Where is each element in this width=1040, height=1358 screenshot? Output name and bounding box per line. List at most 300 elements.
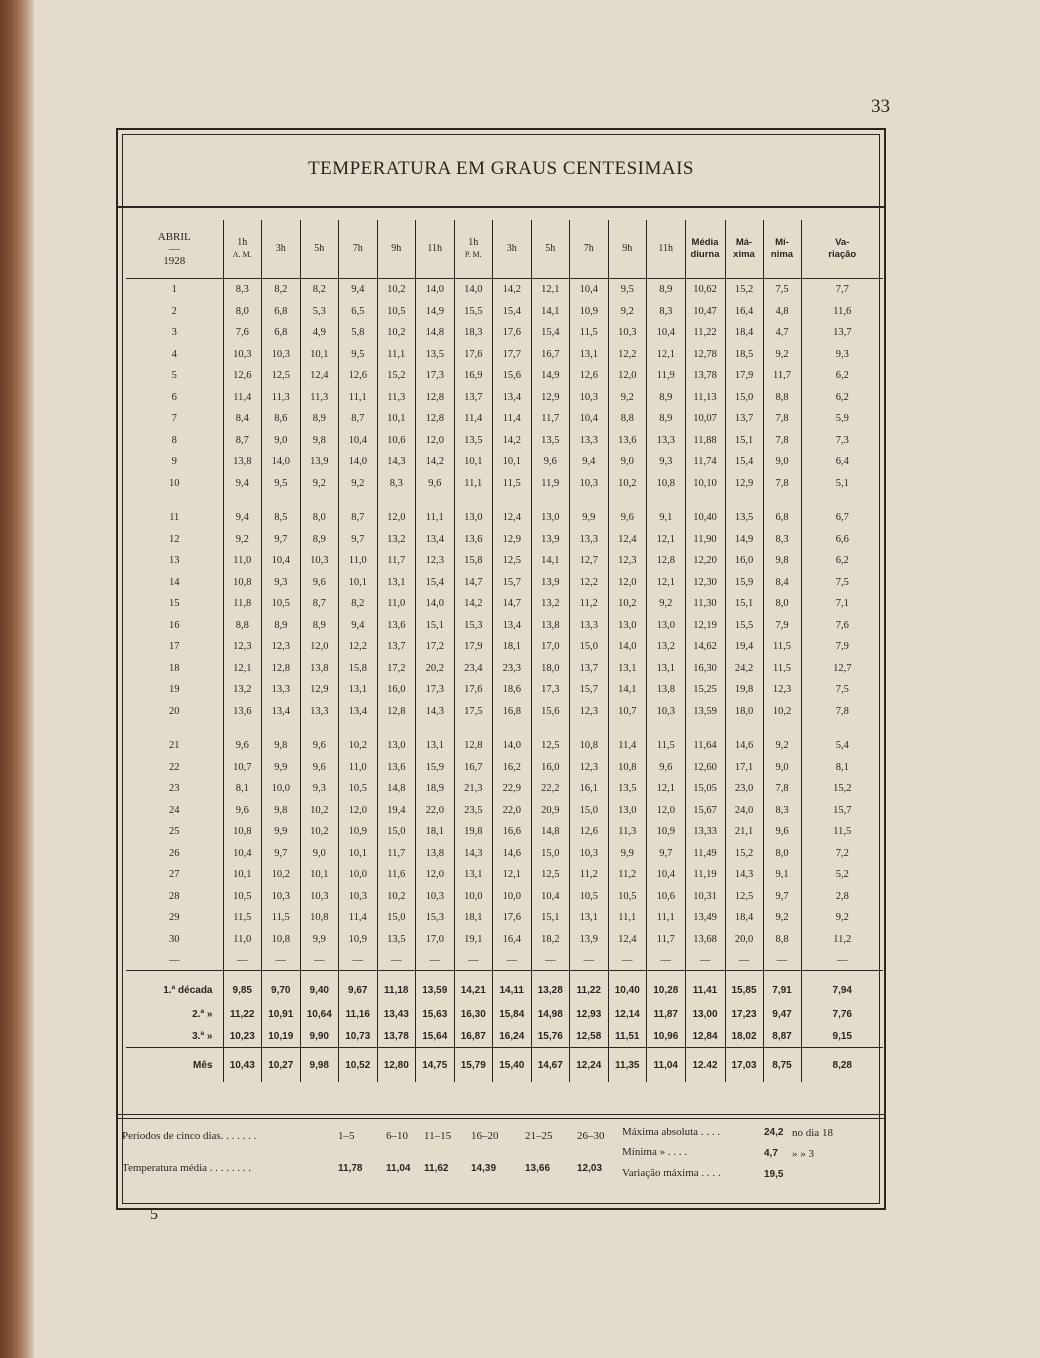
table-cell: 10,2 xyxy=(339,735,378,757)
table-cell: 8 xyxy=(171,434,177,446)
table-cell: 15,1 xyxy=(725,430,763,452)
table-cell: 17,6 xyxy=(493,907,532,929)
table-cell: 12,0 xyxy=(300,636,339,658)
table-cell: 14,21 xyxy=(454,971,493,1004)
day-row xyxy=(126,778,883,800)
table-cell: 11,0 xyxy=(377,593,416,615)
table-cell: 23 xyxy=(169,783,180,795)
table-cell: 11,51 xyxy=(608,1025,647,1048)
table-cell: 17,6 xyxy=(454,344,493,366)
table-cell: 18,1 xyxy=(454,907,493,929)
table-cell: 12,6 xyxy=(339,365,378,387)
table-cell: 8,2 xyxy=(339,593,378,615)
table-cell: 5,1 xyxy=(801,473,883,495)
table-cell: 5,2 xyxy=(801,864,883,886)
table-cell: 21,3 xyxy=(454,778,493,800)
table-cell: 7,9 xyxy=(763,615,801,637)
table-cell: 19,4 xyxy=(377,800,416,822)
table-cell: 22,0 xyxy=(416,800,455,822)
table-cell: 8,9 xyxy=(647,279,686,301)
table-cell: 15,2 xyxy=(377,365,416,387)
table-cell: 10,4 xyxy=(647,864,686,886)
table-cell: 11,3 xyxy=(377,387,416,409)
spacer-row xyxy=(126,494,883,507)
table-cell: 13,78 xyxy=(377,1025,416,1048)
day-row xyxy=(126,679,883,701)
column-header-text: Mí- xyxy=(775,237,789,248)
table-cell: 13,49 xyxy=(685,907,725,929)
table-cell: 10,2 xyxy=(608,593,647,615)
table-cell: 10,1 xyxy=(339,843,378,865)
table-cell: 10,9 xyxy=(339,821,378,843)
table-cell: 12,9 xyxy=(531,387,570,409)
temperature-mean-label: Temperatura média . . . . . . . . xyxy=(122,1162,252,1174)
table-cell: 12,1 xyxy=(493,864,532,886)
table-cell: 9,2 xyxy=(608,387,647,409)
table-cell: 7 xyxy=(171,413,177,425)
table-cell: 11,7 xyxy=(377,550,416,572)
day-row xyxy=(126,365,883,387)
table-cell: 10,8 xyxy=(223,821,262,843)
table-cell: 10,3 xyxy=(262,886,301,908)
table-cell: 9,98 xyxy=(300,1048,339,1083)
table-cell: 15,5 xyxy=(454,301,493,323)
table-cell: 18,1 xyxy=(493,636,532,658)
table-cell: 9,85 xyxy=(223,971,262,1004)
table-cell: 10,7 xyxy=(608,701,647,723)
decade-row xyxy=(126,1025,883,1048)
table-cell: 9,0 xyxy=(608,451,647,473)
table-cell: 29 xyxy=(169,912,180,924)
table-cell: 1.ª década xyxy=(126,971,223,1004)
table-cell: 12,3 xyxy=(262,636,301,658)
column-header-text: 11h xyxy=(427,243,443,254)
table-cell: 13,6 xyxy=(223,701,262,723)
table-cell: 12,8 xyxy=(647,550,686,572)
table-cell: 8,8 xyxy=(763,929,801,951)
table-cell: 10,2 xyxy=(262,864,301,886)
table-cell: 10,62 xyxy=(685,279,725,301)
table-cell: 9,8 xyxy=(262,800,301,822)
table-cell: 17,1 xyxy=(725,757,763,779)
period-mean-temperature: 14,39 xyxy=(471,1163,497,1174)
table-cell: 13,1 xyxy=(454,864,493,886)
table-cell: 13,2 xyxy=(223,679,262,701)
table-cell: 24,0 xyxy=(725,800,763,822)
table-cell: 6,4 xyxy=(801,451,883,473)
table-cell: 14,9 xyxy=(531,365,570,387)
dash-cell: — xyxy=(608,950,647,971)
table-cell: 10,6 xyxy=(377,430,416,452)
table-cell: 13,3 xyxy=(262,679,301,701)
table-cell: 18,02 xyxy=(725,1025,763,1048)
day-row xyxy=(126,572,883,594)
table-cell: 30 xyxy=(169,933,180,945)
table-cell: 13,68 xyxy=(685,929,725,951)
table-cell: 10,2 xyxy=(300,821,339,843)
table-cell: 15,8 xyxy=(454,550,493,572)
table-cell: 7,8 xyxy=(801,701,883,723)
table-cell: 14,0 xyxy=(608,636,647,658)
table-cell: 10,3 xyxy=(570,843,609,865)
table-cell: 9,7 xyxy=(763,886,801,908)
table-cell: 10,4 xyxy=(531,886,570,908)
table-cell: 15,7 xyxy=(493,572,532,594)
day-row xyxy=(126,636,883,658)
table-cell: 12,8 xyxy=(416,408,455,430)
table-cell: 10,2 xyxy=(300,800,339,822)
day-row xyxy=(126,907,883,929)
table-cell: 16,1 xyxy=(570,778,609,800)
column-header-text: 9h xyxy=(391,243,402,254)
table-cell: 11,9 xyxy=(647,365,686,387)
table-cell: 10,3 xyxy=(223,344,262,366)
table-cell: 6,5 xyxy=(339,301,378,323)
table-cell: 12,1 xyxy=(647,572,686,594)
table-cell: 13,1 xyxy=(608,658,647,680)
column-header xyxy=(454,220,493,279)
table-cell: 13,8 xyxy=(647,679,686,701)
table-cell: 12,3 xyxy=(223,636,262,658)
table-cell: 15,1 xyxy=(531,907,570,929)
table-cell: 8,8 xyxy=(608,408,647,430)
table-cell: 15,0 xyxy=(377,907,416,929)
summary-footer xyxy=(122,1126,882,1206)
min-absolute-label: Mínima » . . . . xyxy=(622,1146,688,1158)
table-cell: 10,4 xyxy=(339,430,378,452)
table-cell: 15,6 xyxy=(531,701,570,723)
table-cell: 20,2 xyxy=(416,658,455,680)
table-cell: 11,35 xyxy=(608,1048,647,1083)
column-header-text: diurna xyxy=(690,249,720,260)
table-cell: 8,3 xyxy=(223,279,262,301)
table-cell: 11,30 xyxy=(685,593,725,615)
table-cell: 11,04 xyxy=(647,1048,686,1083)
table-cell: 9,8 xyxy=(763,550,801,572)
column-header-text: A. M. xyxy=(232,250,252,259)
spacer-row xyxy=(126,722,883,735)
column-header-text: 5h xyxy=(314,243,325,254)
table-cell: 9,3 xyxy=(300,778,339,800)
table-cell: 8,4 xyxy=(223,408,262,430)
table-cell: 11,1 xyxy=(416,507,455,529)
max-variation-label: Variação máxima . . . . xyxy=(622,1167,721,1179)
table-cell: 13,7 xyxy=(377,636,416,658)
table-cell: 28 xyxy=(169,890,180,902)
dash-cell: — xyxy=(493,950,532,971)
day-row xyxy=(126,929,883,951)
table-cell: 16,8 xyxy=(493,701,532,723)
table-cell: 8,9 xyxy=(300,529,339,551)
table-cell: 10,96 xyxy=(647,1025,686,1048)
table-cell: 10,4 xyxy=(570,279,609,301)
table-cell: 8,87 xyxy=(763,1025,801,1048)
table-cell: 13,1 xyxy=(570,907,609,929)
table-cell: 11,13 xyxy=(685,387,725,409)
table-cell: 13,00 xyxy=(685,1003,725,1025)
table-cell: 14,0 xyxy=(339,451,378,473)
period-mean-temperature: 13,66 xyxy=(525,1163,551,1174)
table-cell: 12,80 xyxy=(377,1048,416,1083)
table-cell: 12,3 xyxy=(763,679,801,701)
table-cell: 10,73 xyxy=(339,1025,378,1048)
table-cell: 13,0 xyxy=(608,800,647,822)
table-cell: 12,3 xyxy=(570,757,609,779)
table-cell: 9,9 xyxy=(262,757,301,779)
table-cell: 7,6 xyxy=(801,615,883,637)
table-cell: 17,2 xyxy=(377,658,416,680)
table-cell: 8,9 xyxy=(647,408,686,430)
table-cell: 9,0 xyxy=(262,430,301,452)
table-cell: 13,3 xyxy=(570,430,609,452)
dash-cell: — xyxy=(169,954,180,966)
dash-cell: — xyxy=(763,950,801,971)
table-cell: 8,3 xyxy=(763,529,801,551)
table-cell: 17,3 xyxy=(531,679,570,701)
table-cell: 13,1 xyxy=(416,735,455,757)
table-cell: 14,6 xyxy=(493,843,532,865)
table-cell: 15,4 xyxy=(725,451,763,473)
table-cell: 13,0 xyxy=(377,735,416,757)
table-cell: 17,9 xyxy=(725,365,763,387)
table-cell: 10,1 xyxy=(454,451,493,473)
table-cell: 11,22 xyxy=(570,971,609,1004)
column-header xyxy=(801,220,883,279)
table-cell: 8,3 xyxy=(647,301,686,323)
table-cell: 13,2 xyxy=(647,636,686,658)
decade-row xyxy=(126,971,883,1004)
table-cell: 10,9 xyxy=(647,821,686,843)
table-cell: 16,0 xyxy=(377,679,416,701)
table-cell: 13,78 xyxy=(685,365,725,387)
table-cell: 15,1 xyxy=(725,593,763,615)
table-cell: 12,4 xyxy=(300,365,339,387)
table-cell: 18,3 xyxy=(454,322,493,344)
table-cell: 12,0 xyxy=(608,572,647,594)
table-cell: 18 xyxy=(169,662,180,674)
table-cell: 13,6 xyxy=(377,615,416,637)
table-cell: 8,5 xyxy=(262,507,301,529)
table-cell: 13,0 xyxy=(454,507,493,529)
table-cell: 8,8 xyxy=(763,387,801,409)
table-cell: 11,5 xyxy=(262,907,301,929)
table-cell: 13,6 xyxy=(454,529,493,551)
table-cell: 8,7 xyxy=(339,507,378,529)
table-cell: 10,10 xyxy=(685,473,725,495)
table-cell: 23,0 xyxy=(725,778,763,800)
table-cell: 10,3 xyxy=(300,886,339,908)
table-cell: 13,33 xyxy=(685,821,725,843)
table-cell: 9,2 xyxy=(763,735,801,757)
table-cell: 21 xyxy=(169,740,180,752)
table-cell: 7,2 xyxy=(801,843,883,865)
day-row xyxy=(126,322,883,344)
table-cell: 11,49 xyxy=(685,843,725,865)
table-cell: 9,6 xyxy=(300,757,339,779)
table-cell: 9,3 xyxy=(801,344,883,366)
table-cell: 14,8 xyxy=(377,778,416,800)
day-row xyxy=(126,864,883,886)
table-cell: 2 xyxy=(171,305,177,317)
dash-cell: — xyxy=(531,950,570,971)
table-cell: 17,0 xyxy=(416,929,455,951)
table-cell: 13,7 xyxy=(725,408,763,430)
table-cell: 16 xyxy=(169,619,180,631)
column-header-text: riação xyxy=(828,249,857,260)
day-row xyxy=(126,701,883,723)
table-cell: 3.ª » xyxy=(192,1030,213,1042)
day-row xyxy=(126,473,883,495)
table-cell: 9,2 xyxy=(763,907,801,929)
table-cell: 12,8 xyxy=(454,735,493,757)
table-cell: 14,2 xyxy=(454,593,493,615)
table-cell: 18,1 xyxy=(416,821,455,843)
table-cell: 19,1 xyxy=(454,929,493,951)
column-header-text: ABRIL xyxy=(157,231,191,243)
max-absolute-day: no dia 18 xyxy=(792,1127,833,1139)
table-cell: 5,8 xyxy=(339,322,378,344)
dash-cell: — xyxy=(801,950,883,971)
column-header-text: 9h xyxy=(622,243,633,254)
table-cell: 9,7 xyxy=(339,529,378,551)
table-cell: 11,5 xyxy=(493,473,532,495)
table-cell: 9,4 xyxy=(339,615,378,637)
table-cell: 9,4 xyxy=(339,279,378,301)
table-cell: 13,8 xyxy=(300,658,339,680)
table-cell: 9,0 xyxy=(763,451,801,473)
table-cell: 19,4 xyxy=(725,636,763,658)
table-cell: 9,0 xyxy=(300,843,339,865)
period-range: 26–30 xyxy=(577,1130,605,1142)
table-cell: 9,7 xyxy=(647,843,686,865)
table-cell: 7,7 xyxy=(801,279,883,301)
table-cell: 13,2 xyxy=(377,529,416,551)
table-cell: 8,7 xyxy=(339,408,378,430)
table-cell: 12,93 xyxy=(570,1003,609,1025)
table-cell: 14,0 xyxy=(416,593,455,615)
table-cell: 12,0 xyxy=(647,800,686,822)
table-cell: 15,79 xyxy=(454,1048,493,1083)
table-cell: 8,0 xyxy=(300,507,339,529)
table-cell: 9,5 xyxy=(262,473,301,495)
table-cell: 13,5 xyxy=(416,344,455,366)
table-cell: 12,6 xyxy=(223,365,262,387)
table-cell: 10,4 xyxy=(223,843,262,865)
table-cell: 16,87 xyxy=(454,1025,493,1048)
periods-label: Períodos de cinco dias. . . . . . . xyxy=(122,1130,257,1142)
table-cell: 14,8 xyxy=(416,322,455,344)
table-cell: 18,4 xyxy=(725,907,763,929)
table-cell: 15,84 xyxy=(493,1003,532,1025)
table-cell: 11,87 xyxy=(647,1003,686,1025)
table-cell: 9,9 xyxy=(300,929,339,951)
table-cell: 14,0 xyxy=(493,735,532,757)
table-cell: 12,7 xyxy=(570,550,609,572)
table-cell: 11,7 xyxy=(763,365,801,387)
table-cell: 22,2 xyxy=(531,778,570,800)
table-cell: 15,64 xyxy=(416,1025,455,1048)
table-cell: 13,9 xyxy=(531,529,570,551)
day-row xyxy=(126,279,883,301)
period-mean-temperature: 11,78 xyxy=(338,1163,363,1174)
table-cell: 12,0 xyxy=(416,430,455,452)
table-cell: 15,6 xyxy=(493,365,532,387)
table-cell: 10,9 xyxy=(570,301,609,323)
table-cell: 11,18 xyxy=(377,971,416,1004)
table-cell: 11,19 xyxy=(685,864,725,886)
table-cell: 7,6 xyxy=(223,322,262,344)
table-cell: 8,9 xyxy=(262,615,301,637)
table-cell: 15,63 xyxy=(416,1003,455,1025)
dash-cell: — xyxy=(416,950,455,971)
table-cell: 9,67 xyxy=(339,971,378,1004)
table-cell: 15,9 xyxy=(725,572,763,594)
table-cell: 11,4 xyxy=(454,408,493,430)
period-range: 16–20 xyxy=(471,1130,499,1142)
dash-cell: — xyxy=(300,950,339,971)
table-cell: 12,5 xyxy=(531,735,570,757)
table-cell: 12,8 xyxy=(416,387,455,409)
table-cell: 10,07 xyxy=(685,408,725,430)
table-cell: 13,6 xyxy=(377,757,416,779)
column-header-text: 5h xyxy=(545,243,556,254)
page-number: 33 xyxy=(871,96,890,117)
table-cell: 10,91 xyxy=(262,1003,301,1025)
table-cell: 8,4 xyxy=(763,572,801,594)
table-cell: 8,9 xyxy=(647,387,686,409)
table-cell: 13,5 xyxy=(454,430,493,452)
table-cell: 12.42 xyxy=(685,1048,725,1083)
table-cell: 12,0 xyxy=(416,864,455,886)
table-cell: 11,4 xyxy=(493,408,532,430)
table-cell: 15,76 xyxy=(531,1025,570,1048)
table-cell: 13,8 xyxy=(531,615,570,637)
dash-cell: — xyxy=(223,950,262,971)
table-cell: 7,8 xyxy=(763,408,801,430)
table-cell: 11,0 xyxy=(223,550,262,572)
table-cell: 8,1 xyxy=(801,757,883,779)
table-cell: 10,2 xyxy=(377,886,416,908)
table-cell: 8,0 xyxy=(763,593,801,615)
day-row xyxy=(126,821,883,843)
min-absolute-day: » » 3 xyxy=(792,1148,814,1160)
day-row xyxy=(126,529,883,551)
table-cell: 9,2 xyxy=(339,473,378,495)
table-cell: 19,8 xyxy=(725,679,763,701)
table-cell: 11,74 xyxy=(685,451,725,473)
table-cell: 22 xyxy=(169,761,180,773)
dash-row xyxy=(126,950,883,971)
table-cell: 18,6 xyxy=(493,679,532,701)
table-cell: 23,3 xyxy=(493,658,532,680)
table-cell: 10,40 xyxy=(685,507,725,529)
table-cell: 15,67 xyxy=(685,800,725,822)
table-cell: 10,5 xyxy=(223,886,262,908)
table-cell: 17,6 xyxy=(454,679,493,701)
table-cell: 10,2 xyxy=(608,473,647,495)
table-cell: 14,75 xyxy=(416,1048,455,1083)
table-cell: 10,8 xyxy=(570,735,609,757)
table-cell: 15,8 xyxy=(339,658,378,680)
table-cell: 9,70 xyxy=(262,971,301,1004)
table-cell: 8,0 xyxy=(763,843,801,865)
table-cell: 13,4 xyxy=(262,701,301,723)
table-cell: 4 xyxy=(171,348,177,360)
table-cell: 9,9 xyxy=(570,507,609,529)
table-cell: 8,8 xyxy=(223,615,262,637)
table-cell: 13,7 xyxy=(801,322,883,344)
table-cell: 14,7 xyxy=(454,572,493,594)
